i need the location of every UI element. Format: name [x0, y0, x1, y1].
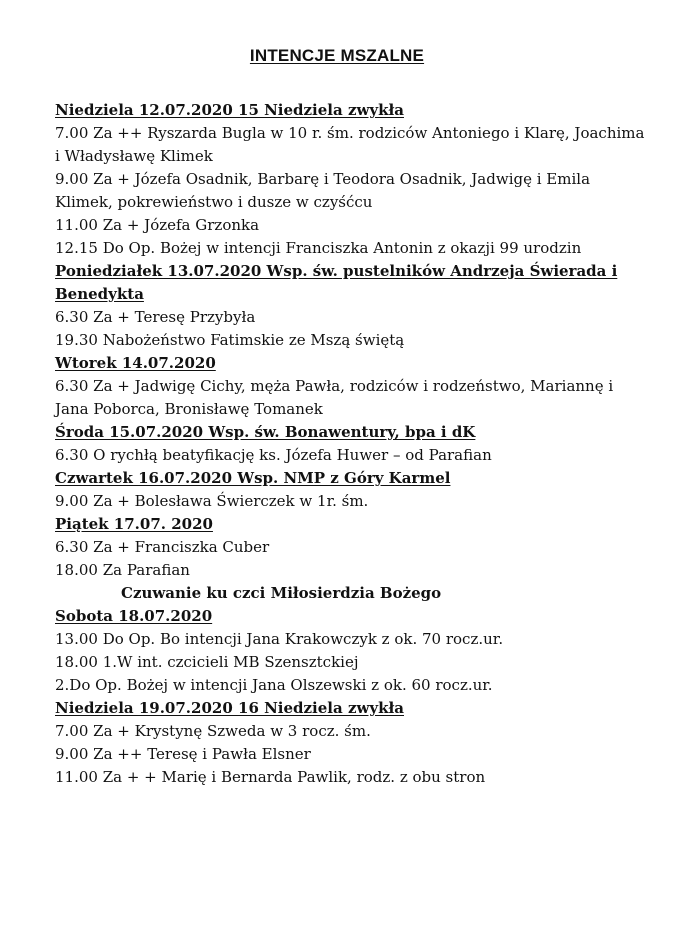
day-heading: Piątek 17.07. 2020: [55, 515, 213, 533]
devotion-note: Czuwanie ku czci Miłosierdzia Bożego: [121, 584, 442, 602]
day-section-sunday-12: [55, 99, 645, 260]
day-section-saturday-18: [55, 605, 645, 697]
day-section-tuesday-14: [55, 352, 645, 421]
mass-intention: 19.30 Nabożeństwo Fatimskie ze Mszą świętą: [55, 331, 405, 349]
mass-intention: 2.Do Op. Bożej w intencji Jana Olszewski z ok. 60 rocz.ur.: [55, 676, 493, 694]
mass-intention: 9.00 Za + Bolesława Świerczek w 1r. śm.: [55, 492, 369, 510]
day-section-monday-13: [55, 260, 645, 352]
mass-intention: 6.30 Za + Franciszka Cuber: [55, 538, 270, 556]
document-title: INTENCJE MSZALNE: [249, 46, 425, 65]
mass-intention: 9.00 Za + Józefa Osadnik, Barbarę i Teodora Osadnik, Jadwigę i Emila Klimek, pokrewieństwo i dusze w czyśćcu: [55, 170, 591, 211]
day-section-thursday-16: [55, 467, 645, 513]
mass-intention: 11.00 Za + Józefa Grzonka: [55, 216, 260, 234]
mass-intention: 6.30 O rychłą beatyfikację ks. Józefa Huwer – od Parafian: [55, 446, 492, 464]
day-heading: Czwartek 16.07.2020 Wsp. NMP z Góry Karmel: [55, 469, 451, 487]
day-heading: Środa 15.07.2020 Wsp. św. Bonawentury, bpa i dK: [55, 423, 476, 441]
mass-intention: 18.00 Za Parafian: [55, 561, 190, 579]
day-heading: Sobota 18.07.2020: [55, 607, 213, 625]
day-heading: Niedziela 12.07.2020 15 Niedziela zwykła: [55, 101, 404, 119]
mass-intention: 13.00 Do Op. Bo intencji Jana Krakowczyk z ok. 70 rocz.ur.: [55, 630, 504, 648]
mass-intention: 18.00 1.W int. czcicieli MB Szensztckiej: [55, 653, 359, 671]
intentions-list: [55, 99, 645, 789]
day-heading: Poniedziałek 13.07.2020 Wsp. św. pustelników Andrzeja Świerada i Benedykta: [55, 262, 618, 303]
day-section-wednesday-15: [55, 421, 645, 467]
day-section-sunday-19: [55, 697, 645, 789]
day-heading: Niedziela 19.07.2020 16 Niedziela zwykła: [55, 699, 404, 717]
mass-intention: 12.15 Do Op. Bożej w intencji Franciszka Antonin z okazji 99 urodzin: [55, 239, 582, 257]
mass-intention: 11.00 Za + + Marię i Bernarda Pawlik, rodz. z obu stron: [55, 768, 486, 786]
mass-intention: 6.30 Za + Jadwigę Cichy, męża Pawła, rodziców i rodzeństwo, Mariannę i Jana Poborca, Bronisławę Tomanek: [55, 377, 614, 418]
mass-intention: 9.00 Za ++ Teresę i Pawła Elsner: [55, 745, 311, 763]
day-section-friday-17: [55, 513, 645, 605]
mass-intention: 6.30 Za + Teresę Przybyła: [55, 308, 256, 326]
mass-intention: 7.00 Za + Krystynę Szweda w 3 rocz. śm.: [55, 722, 371, 740]
day-heading: Wtorek 14.07.2020: [55, 354, 216, 372]
mass-intention: 7.00 Za ++ Ryszarda Bugla w 10 r. śm. rodziców Antoniego i Klarę, Joachima i Władysławę Klimek: [55, 124, 645, 165]
